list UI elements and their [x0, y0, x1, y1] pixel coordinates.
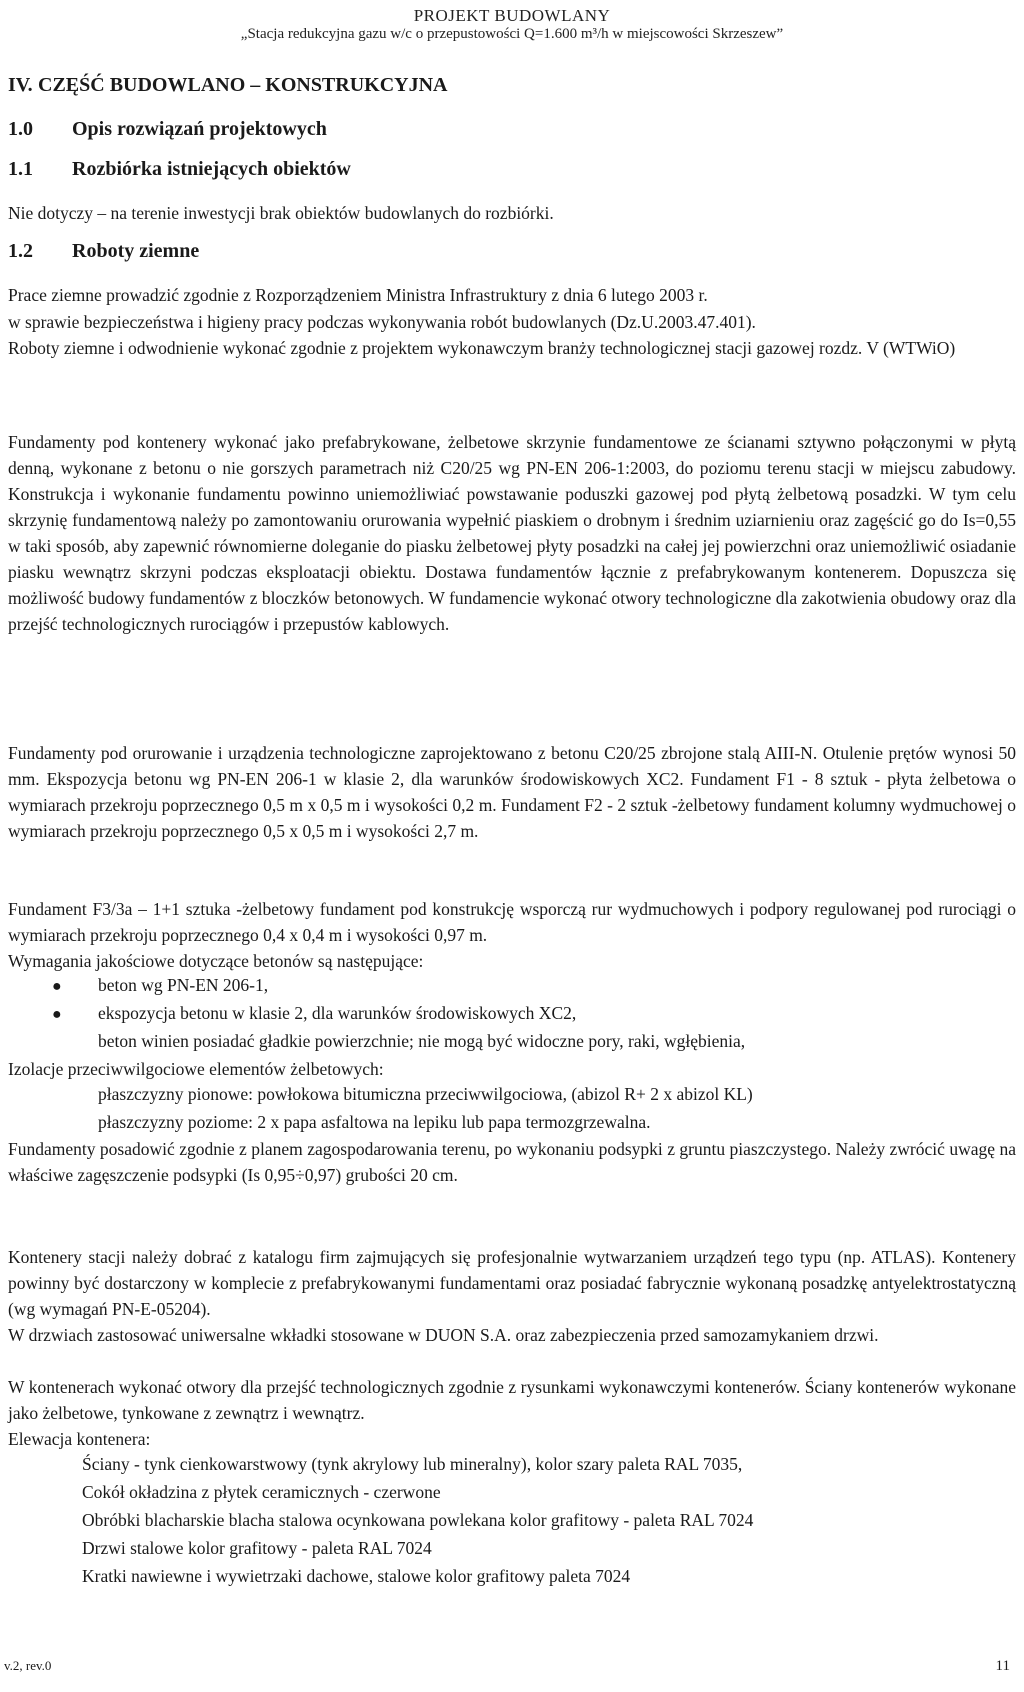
- elevation-intro: Elewacja kontenera:: [8, 1429, 151, 1449]
- heading-1-2-title: Roboty ziemne: [72, 240, 200, 262]
- insulation-item: płaszczyzny pionowe: powłokowa bitumiczna przeciwwilgociowa, (abizol R+ 2 x abizol KL): [98, 1084, 753, 1104]
- concrete-requirements-intro: Wymagania jakościowe dotyczące betonów są następujące:: [8, 951, 424, 971]
- header-project: PROJEKT BUDOWLANY: [413, 6, 611, 25]
- bullet-icon: ●: [52, 1006, 62, 1023]
- heading-1-0-title: Opis rozwiązań projektowych: [72, 118, 327, 140]
- containers-paragraph-1: Kontenery stacji należy dobrać z katalogu firm zajmujących się profesjonalnie wytwarzaniem urządzeń tego typu (np. ATLAS). Kontenery powinny być dostarczony w komplecie z prefabrykowanymi fundamentami oraz posiadać fabrycznie wykonaną posadzkę antyelektrostatyczną (wg wymagań PN-E-05204).: [8, 1247, 1016, 1319]
- heading-1-2-number: 1.2: [8, 240, 33, 262]
- list-item: [52, 975, 268, 996]
- section-heading: [8, 74, 448, 97]
- footer-version: v.2, rev.0: [4, 1658, 52, 1673]
- bullet-continuation: beton winien posiadać gładkie powierzchnie; nie mogą być widoczne pory, raki, wgłębienia,: [98, 1031, 746, 1051]
- foundations-paragraph-3: Fundament F3/3a – 1+1 sztuka -żelbetowy fundament pod konstrukcję wsporczą rur wydmuchowych i podpory regulowanej pod rurociągi o wymiarach przekroju poprzecznego 0,4 x 0,4 m i wysokości 0,97 m.: [8, 899, 1016, 945]
- heading-1-1-number: 1.1: [8, 158, 33, 180]
- insulation-intro: Izolacje przeciwwilgociowe elementów żelbetowych:: [8, 1059, 384, 1079]
- header-subtitle: „Stacja redukcyjna gazu w/c o przepustowości Q=1.600 m³/h w miejscowości Skrzeszew”: [240, 26, 784, 42]
- foundations-paragraph-4: Fundamenty posadowić zgodnie z planem zagospodarowania terenu, po wykonaniu podsypki z gruntu piaszczystego. Należy zwrócić uwagę na właściwe zagęszczenie podsypki (Is 0,95÷0,97) grubości 20 cm.: [8, 1139, 1016, 1185]
- heading-1-0-number: 1.0: [8, 118, 33, 140]
- bullet-text: ekspozycja betonu w klasie 2, dla warunków środowiskowych XC2,: [98, 1003, 577, 1023]
- insulation-item: płaszczyzny poziome: 2 x papa asfaltowa na lepiku lub papa termozgrzewalna.: [98, 1112, 651, 1132]
- page-number: 11: [995, 1658, 1010, 1674]
- bullet-icon: ●: [52, 978, 62, 995]
- heading-1-0: [8, 118, 327, 141]
- elevation-item: Ściany - tynk cienkowarstwowy (tynk akrylowy lub mineralny), kolor szary paleta RAL 7035,: [82, 1454, 743, 1474]
- heading-1-1-title: Rozbiórka istniejących obiektów: [72, 158, 351, 180]
- containers-paragraph-3: W kontenerach wykonać otwory dla przejść technologicznych zgodnie z rysunkami wykonawczymi kontenerów. Ściany kontenerów wykonane jako żelbetowe, tynkowane z zewnątrz i wewnątrz.: [8, 1377, 1016, 1423]
- elevation-item: Drzwi stalowe kolor grafitowy - paleta RAL 7024: [82, 1538, 432, 1558]
- elevation-item: Cokół okładzina z płytek ceramicznych - czerwone: [82, 1482, 441, 1502]
- elevation-item: Obróbki blacharskie blacha stalowa ocynkowana powlekana kolor grafitowy - paleta RAL 7024: [82, 1510, 754, 1530]
- heading-1-2: [8, 240, 199, 263]
- heading-1-1: [8, 158, 351, 181]
- foundations-paragraph-2: Fundamenty pod orurowanie i urządzenia technologiczne zaprojektowano z betonu C20/25 zbrojone stalą AIII-N. Otulenie prętów wynosi 50 mm. Ekspozycja betonu wg PN-EN 206-1 w klasie 2, dla warunków środowiskowych XC2. Fundament F1 - 8 sztuk - płyta żelbetowa o wymiarach przekroju poprzecznego 0,5 m x 0,5 m i wysokości 0,2 m. Fundament F2 - 2 sztuk -żelbetowy fundament kolumny wydmuchowej o wymiarach przekroju poprzecznego 0,5 x 0,5 m i wysokości 2,7 m.: [8, 743, 1016, 841]
- earthworks-line-1: Prace ziemne prowadzić zgodnie z Rozporządzeniem Ministra Infrastruktury z dnia 6 lutego 2003 r.: [8, 285, 708, 305]
- containers-paragraph-2: W drzwiach zastosować uniwersalne wkładki stosowane w DUON S.A. oraz zabezpieczenia przed samozamykaniem drzwi.: [8, 1325, 879, 1345]
- earthworks-line-2: w sprawie bezpieczeństwa i higieny pracy podczas wykonywania robót budowlanych (Dz.U.2003.47.401).: [8, 312, 756, 332]
- list-item: [52, 1003, 576, 1024]
- foundations-paragraph-1: Fundamenty pod kontenery wykonać jako prefabrykowane, żelbetowe skrzynie fundamentowe ze ścianami sztywno połączonymi w płytą denną, wykonane z betonu o nie gorszych parametrach niż C20/25 wg PN-EN 206-1:2003, do poziomu terenu stacji w miejscu zabudowy. Konstrukcja i wykonanie fundamentu powinno uniemożliwiać powstawanie poduszki gazowej pod płytą żelbetową posadzki. W tym celu skrzynię fundamentową należy po zamontowaniu orurowania wypełnić piaskiem o drobnym i średnim uziarnieniu oraz zagęścić go do Is=0,55 w taki sposób, aby zapewnić równomierne doleganie do piasku żelbetowej płyty posadzki na całej jej powierzchni oraz uniemożliwić osiadanie piasku wewnątrz skrzyni podczas eksploatacji obiektu. Dostawa fundamentów łącznie z prefabrykowanym kontenerem. Dopuszcza się możliwość budowy fundamentów z bloczków betonowych. W fundamencie wykonać otwory technologiczne dla zakotwienia obudowy oraz dla przejść technologicznych rurociągów i przepustów kablowych.: [8, 432, 1016, 634]
- section-number: IV.: [8, 74, 33, 96]
- section-title: CZĘŚĆ BUDOWLANO – KONSTRUKCYJNA: [38, 74, 448, 96]
- elevation-item: Kratki nawiewne i wywietrzaki dachowe, stalowe kolor grafitowy paleta 7024: [82, 1566, 631, 1586]
- bullet-text: beton wg PN-EN 206-1,: [98, 975, 269, 995]
- demolition-text: Nie dotyczy – na terenie inwestycji brak obiektów budowlanych do rozbiórki.: [8, 203, 554, 223]
- earthworks-paragraph: Roboty ziemne i odwodnienie wykonać zgodnie z projektem wykonawczym branży technologicznej stacji gazowej rozdz. V (WTWiO): [8, 338, 956, 358]
